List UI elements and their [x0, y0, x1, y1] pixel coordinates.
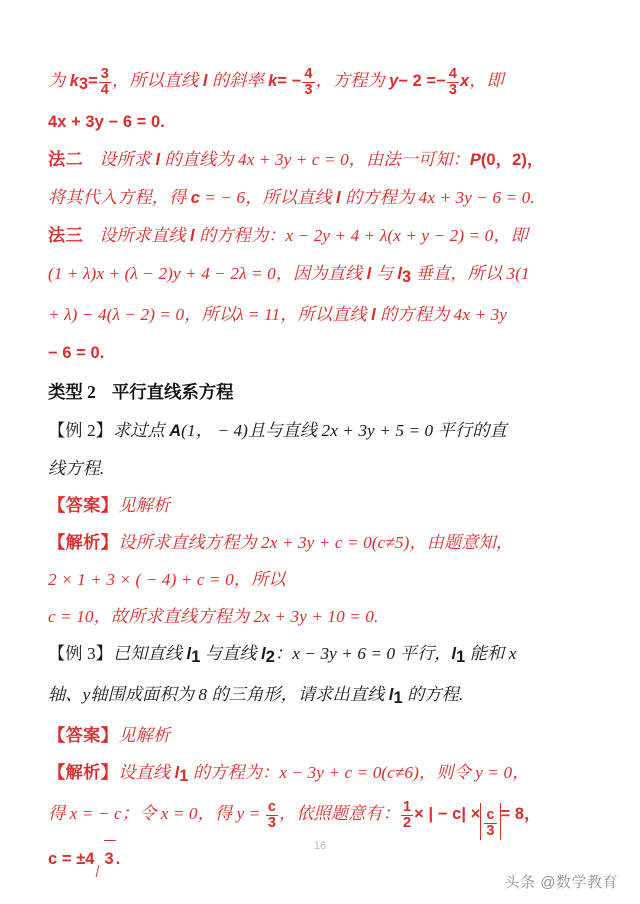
equals-negative: = − — [277, 72, 302, 90]
text-fragment: 设所求直线 — [99, 226, 191, 245]
fraction-denominator: 3 — [448, 82, 458, 98]
subscript-1: 1 — [191, 648, 201, 666]
fraction-numerator: 4 — [448, 66, 458, 83]
text-fragment: 求过点 — [112, 421, 170, 440]
example-3-analysis-line-2 — [48, 795, 596, 840]
text-fragment: 将其代入方程，得 — [48, 188, 191, 207]
text-fragment: 为 — [48, 71, 70, 90]
fraction-denominator: 3 — [486, 823, 495, 839]
example-3-line-2 — [48, 676, 596, 717]
math-symbol-l: l — [371, 306, 376, 324]
math-symbol-k: k — [268, 72, 278, 90]
fraction-numerator: c — [486, 807, 495, 824]
equation-tail: − 6 = 0. — [48, 344, 105, 362]
text-fragment: ：x − 3y + 6 = 0 平行， — [274, 644, 452, 663]
text-fragment: 的斜率 — [207, 71, 269, 90]
math-symbol-l1: l — [186, 645, 192, 663]
period: . — [115, 850, 121, 868]
text-fragment: 的方程为：x − 3y + c = 0(c≠6)，则令 y = 0， — [188, 763, 530, 782]
method-three-line-4 — [48, 334, 596, 372]
math-symbol-k3: k — [69, 72, 79, 90]
answer-tag: 【答案】 — [48, 726, 119, 745]
section-heading-type-2 — [48, 372, 596, 412]
paragraph-continuation-line-1 — [48, 62, 596, 103]
fraction-four-thirds — [302, 67, 314, 98]
radicand: 3 — [104, 840, 116, 878]
example-2-analysis-line-1 — [48, 524, 596, 561]
type-title: 平行直线系方程 — [111, 382, 234, 402]
math-abs-term: × | − c| × — [414, 805, 481, 823]
page-number: 16 — [313, 840, 327, 852]
fraction-denominator: 3 — [304, 82, 313, 98]
math-symbol-l2: l — [261, 645, 266, 663]
example-2-line-1 — [48, 412, 596, 450]
absolute-value-c-over-3 — [480, 803, 500, 840]
text-fragment: + λ) − 4(λ − 2) = 0，所以λ = 11，所以直线 — [48, 305, 372, 324]
point-coordinates: (0，2)， — [480, 151, 544, 169]
math-symbol-A: A — [169, 422, 182, 440]
text-fragment: 的直线为 4x + 3y + c = 0，由法一可知： — [160, 150, 470, 169]
method-two-line-2 — [48, 179, 596, 217]
text-fragment: c = 10，故所求直线方程为 2x + 3y + 10 = 0. — [48, 607, 379, 626]
text-fragment: (1 + λ)x + (λ − 2)y + 4 − 2λ = 0，因为直线 — [48, 264, 367, 283]
text-fragment: 的方程. — [402, 685, 464, 704]
equals-eight: = 8， — [500, 805, 541, 823]
math-symbol-l: l — [366, 265, 372, 283]
fraction-denominator: 3 — [267, 815, 276, 831]
method-two-line-1 — [48, 141, 596, 179]
fraction-denominator: 4 — [100, 82, 109, 98]
text-fragment: 能和 x — [465, 644, 517, 663]
text-fragment: 2 × 1 + 3 × ( − 4) + c = 0，所以 — [48, 570, 286, 589]
text-fragment: ，所以直线 — [111, 71, 203, 90]
fraction-numerator: c — [267, 799, 276, 816]
math-symbol-c: c — [190, 189, 200, 207]
math-symbol-P: P — [469, 151, 481, 169]
text-fragment: 与直线 — [200, 644, 262, 663]
text-fragment: 设直线 — [118, 763, 175, 782]
text-fragment: 设所求直线方程为 2x + 3y + c = 0(c≠5)，由题意知， — [118, 533, 514, 552]
method-three-line-1 — [48, 217, 596, 255]
text-fragment: 已知直线 — [112, 644, 187, 663]
fraction-three-fourths — [99, 67, 111, 98]
fraction-c-over-3 — [266, 800, 278, 831]
fraction-denominator: 2 — [403, 815, 412, 831]
paragraph-continuation-line-2 — [48, 103, 596, 141]
text-fragment: ，依照题意有： — [278, 804, 400, 823]
text-fragment: 设所求 — [99, 150, 156, 169]
answer-tag: 【答案】 — [48, 496, 119, 515]
equation-4x3y6: 4x + 3y − 6 = 0. — [48, 113, 165, 131]
example-2-tag: 【例 2】 — [48, 421, 113, 440]
type-label: 类型 2 — [48, 382, 96, 402]
text-fragment: 垂直，所以 3(1 — [411, 264, 530, 283]
result-c-value: c = ±4 — [48, 850, 95, 868]
example-2-analysis-line-2 — [48, 561, 596, 598]
fraction-numerator: 3 — [100, 66, 109, 83]
subscript-1: 1 — [179, 767, 189, 785]
text-fragment: ，方程为 — [315, 71, 390, 90]
math-symbol-l: l — [190, 227, 195, 245]
text-fragment: ，即 — [469, 71, 504, 90]
equals-sign: = — [88, 72, 98, 90]
example-2-analysis-line-3 — [48, 598, 596, 635]
answer-text: 见解析 — [118, 496, 171, 515]
fraction-four-thirds-2 — [447, 67, 459, 98]
text-fragment: 得 x = − c；令 x = 0，得 y = — [48, 804, 265, 823]
analysis-tag: 【解析】 — [48, 533, 119, 552]
method-three-line-3 — [48, 296, 596, 334]
fraction-one-half — [401, 800, 413, 831]
math-symbol-l3: l — [397, 265, 403, 283]
subscript-3: 3 — [402, 268, 412, 286]
subscript-3: 3 — [78, 75, 89, 93]
method-two-tag: 法二 — [48, 150, 84, 169]
example-2-line-2 — [48, 450, 596, 487]
method-three-tag: 法三 — [48, 226, 84, 245]
analysis-tag: 【解析】 — [48, 763, 119, 782]
math-minus-two: − 2 = — [398, 72, 437, 90]
text-fragment: (1， − 4)且与直线 2x + 3y + 5 = 0 平行的直 — [181, 421, 507, 440]
text-fragment: 的方程为 4x + 3y − 6 = 0. — [340, 188, 535, 207]
example-3-tag: 【例 3】 — [48, 644, 113, 663]
text-fragment: 的方程为：x − 2y + 4 + λ(x + y − 2) = 0，即 — [194, 226, 528, 245]
example-3-analysis-line-1 — [48, 754, 596, 795]
subscript-1: 1 — [456, 648, 466, 666]
subscript-1: 1 — [393, 689, 403, 707]
example-3-line-1 — [48, 635, 596, 676]
math-symbol-l1: l — [174, 764, 180, 782]
math-symbol-l: l — [202, 72, 208, 90]
math-negative-sign: − — [436, 72, 446, 90]
answer-text: 见解析 — [118, 726, 171, 745]
text-fragment: = − 6，所以直线 — [199, 188, 337, 207]
math-symbol-x: x — [460, 72, 470, 90]
fraction-c-over-3-inner — [484, 808, 496, 839]
fraction-numerator: 4 — [304, 66, 313, 83]
text-fragment: 与 — [371, 264, 398, 283]
math-symbol-l: l — [155, 151, 161, 169]
example-2-answer — [48, 487, 596, 524]
method-three-line-2 — [48, 255, 596, 296]
subscript-2: 2 — [265, 648, 275, 666]
math-symbol-l: l — [336, 189, 341, 207]
example-3-answer — [48, 717, 596, 754]
text-fragment: 线方程. — [48, 459, 105, 478]
math-symbol-l1: l — [388, 686, 394, 704]
fraction-numerator: 1 — [403, 799, 412, 816]
math-symbol-y: y — [389, 72, 399, 90]
text-fragment: 轴、y轴围成面积为 8 的三角形，请求出直线 — [48, 685, 389, 704]
text-fragment: 的方程为 4x + 3y — [375, 305, 507, 324]
math-symbol-l1b: l — [451, 645, 457, 663]
watermark: 头条 @数学教育 — [504, 874, 618, 891]
